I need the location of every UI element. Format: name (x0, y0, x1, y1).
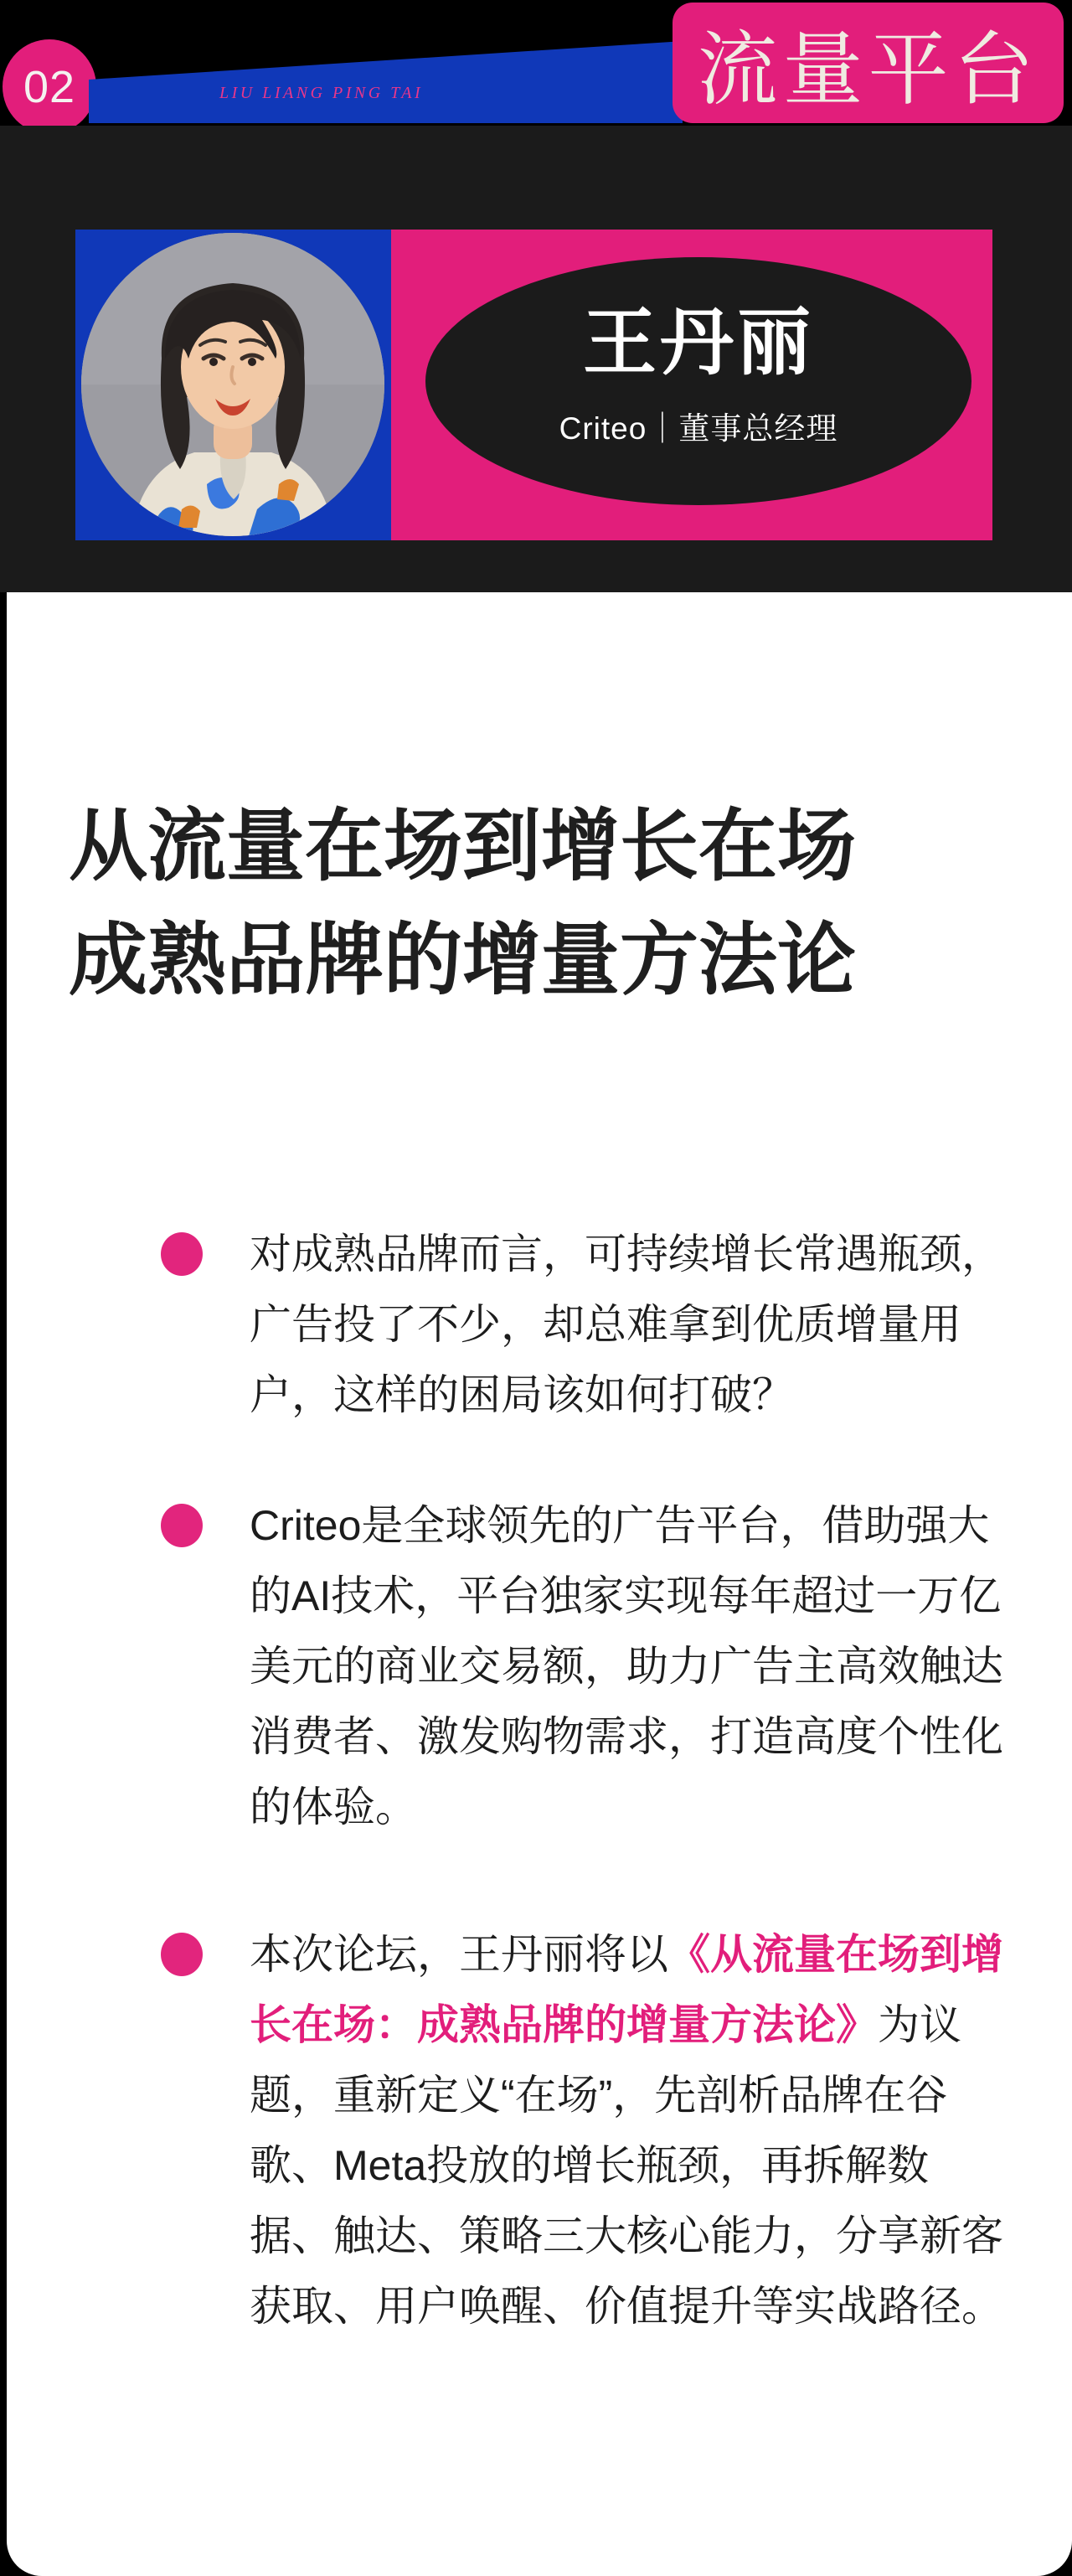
section-number-badge (3, 39, 96, 134)
header-tagline: LIU LIANG PING TAI (219, 84, 424, 102)
speaker-photo-box (75, 230, 391, 540)
bullet-dot-icon (161, 1504, 203, 1547)
header-ribbon (89, 38, 683, 123)
headline-line-2: 成熟品牌的增量方法论 (69, 916, 857, 1004)
speaker-portrait-illustration (81, 233, 384, 536)
bullet-text-1: 对成熟品牌而言，可持续增长常遇瓶颈，广告投了不少，却总难拿到优质增量用户，这样的困局该如何打破？ (250, 1231, 1003, 1418)
speaker-name-ellipse (425, 257, 972, 505)
bullet-text-3: 本次论坛，王丹丽将以《从流量在场到增长在场：成熟品牌的增量方法论》为议题，重新定义“在场”，先剖析品牌在谷歌、Meta投放的增长瓶颈，再拆解数据、触达、策略三大核心能力，分享新客获取、用户唤醒、价值提升等实战路径。 (250, 1931, 1003, 2330)
header-title: 流量平台 (697, 24, 1039, 115)
page-title (69, 789, 856, 1017)
bullet-item-2 (161, 1490, 1008, 1842)
speaker-avatar (81, 233, 384, 536)
speaker-name: 王丹丽 (582, 301, 814, 384)
speaker-info-box (391, 230, 992, 540)
speaker-card (75, 230, 992, 540)
bullet-item-1 (161, 1219, 1008, 1430)
header-title-box (673, 3, 1064, 123)
bullet-text-2: Criteo是全球领先的广告平台，借助强大的AI技术，平台独家实现每年超过一万亿美元的商业交易额，助力广告主高效触达消费者、激发购物需求，打造高度个性化的体验。 (250, 1502, 1003, 1830)
content-card (7, 592, 1072, 2576)
speaker-role: Criteo｜董事总经理 (559, 411, 838, 446)
bullet-item-3 (161, 1919, 1008, 2341)
bullet-dot-icon (161, 1232, 203, 1276)
bullet-dot-icon (161, 1933, 203, 1976)
section-number: 02 (23, 61, 76, 112)
headline-line-1: 从流量在场到增长在场 (69, 802, 857, 890)
